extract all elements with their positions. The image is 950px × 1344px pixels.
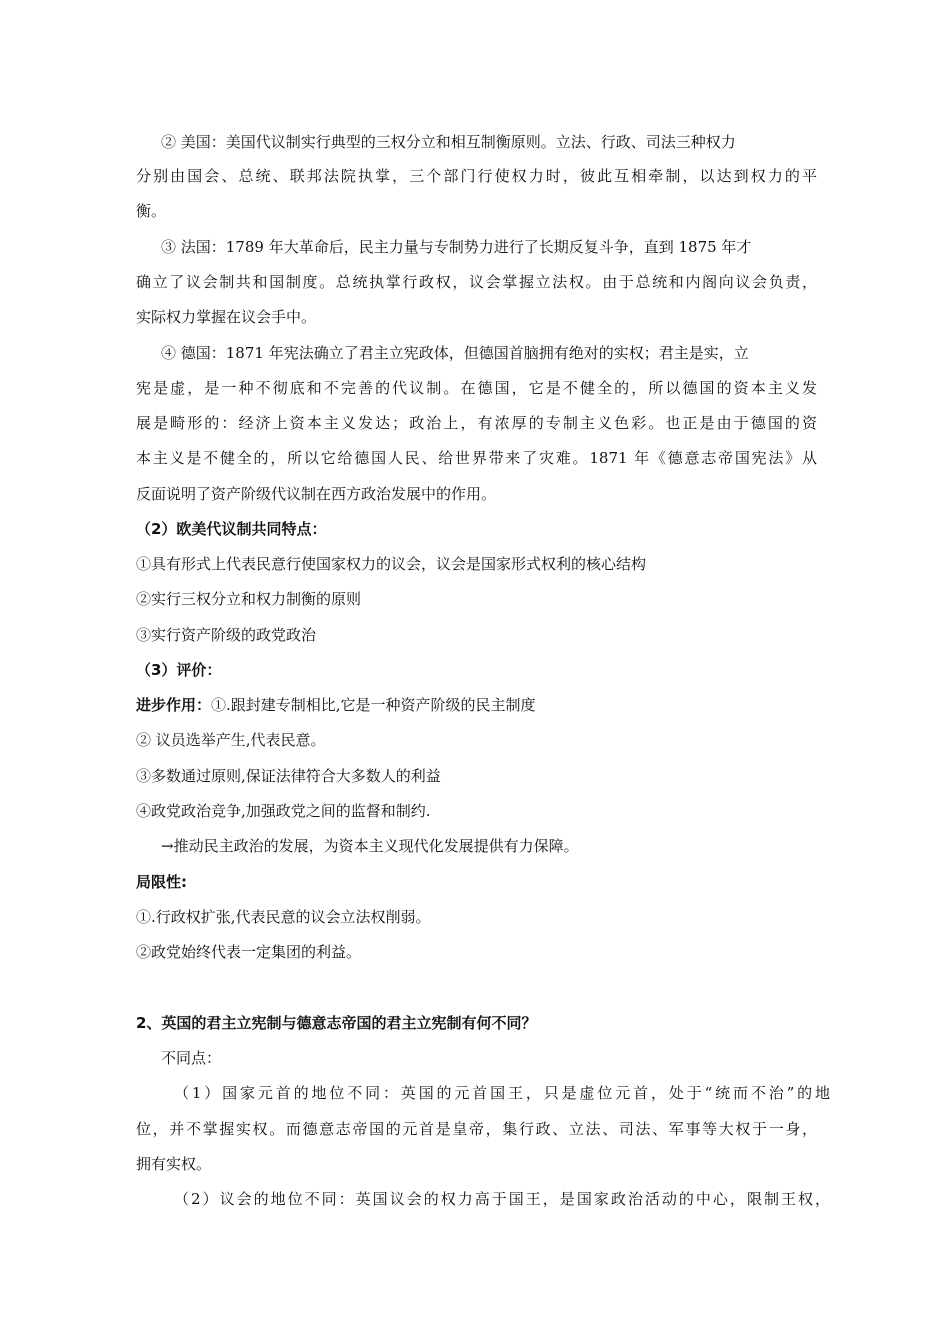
progress-label: 进步作用： bbox=[136, 696, 212, 714]
progress-conclusion: →推动民主政治的发展，为资本主义现代化发展提供有力保障。 bbox=[161, 837, 579, 855]
paragraph-fr-line-1: ③ 法国：1789 年大革命后，民主力量与专制势力进行了长期反复斗争，直到 1875 年才 bbox=[161, 238, 752, 256]
difference-1-line-3: 拥有实权。 bbox=[136, 1155, 212, 1173]
difference-2-line-1: （2）议会的地位不同：英国议会的权力高于国王，是国家政治活动的中心，限制王权， bbox=[174, 1190, 830, 1208]
paragraph-de-line-5: 反面说明了资产阶级代议制在西方政治发展中的作用。 bbox=[136, 485, 497, 503]
heading-evaluation: （3）评价： bbox=[136, 661, 222, 679]
progress-item-3: ③多数通过原则,保证法律符合大多数人的利益 bbox=[136, 767, 441, 785]
common-item-1: ①具有形式上代表民意行使国家权力的议会，议会是国家形式权利的核心结构 bbox=[136, 555, 647, 573]
paragraph-de-line-4: 本主义是不健全的，所以它给德国人民、给世界带来了灾难。1871 年《德意志帝国宪法》从 bbox=[136, 449, 817, 467]
progress-item-4: ④政党政治竞争,加强政党之间的监督和制约. bbox=[136, 802, 431, 820]
paragraph-de-line-3: 展是畸形的：经济上资本主义发达；政治上，有浓厚的专制主义色彩。也正是由于德国的资 bbox=[136, 414, 817, 432]
paragraph-de-line-2: 宪是虚，是一种不彻底和不完善的代议制。在德国，它是不健全的，所以德国的资本主义发 bbox=[136, 379, 817, 397]
limitation-item-2: ②政党始终代表一定集团的利益。 bbox=[136, 943, 362, 961]
question-2-heading: 2、英国的君主立宪制与德意志帝国的君主立宪制有何不同？ bbox=[136, 1014, 537, 1032]
paragraph-de-line-1: ④ 德国：1871 年宪法确立了君主立宪政体，但德国首脑拥有绝对的实权；君主是实，立 bbox=[161, 344, 749, 362]
paragraph-us-line-2: 分别由国会、总统、联邦法院执掌，三个部门行使权力时，彼此互相牵制，以达到权力的平 bbox=[136, 167, 817, 185]
paragraph-fr-line-3: 实际权力掌握在议会手中。 bbox=[136, 308, 317, 326]
progress-line-1 bbox=[136, 695, 536, 715]
common-item-2: ②实行三权分立和权力制衡的原则 bbox=[136, 590, 362, 608]
paragraph-fr-line-2: 确立了议会制共和国制度。总统执掌行政权，议会掌握立法权。由于总统和内阁向议会负责， bbox=[136, 273, 817, 291]
difference-label: 不同点： bbox=[161, 1049, 222, 1067]
limitation-label: 局限性: bbox=[136, 873, 187, 891]
difference-1-line-1: （1）国家元首的地位不同：英国的元首国王，只是虚位元首，处于“统而不治”的地 bbox=[174, 1084, 830, 1102]
progress-item-1: ①.跟封建专制相比,它是一种资产阶级的民主制度 bbox=[211, 696, 536, 714]
common-item-3: ③实行资产阶级的政党政治 bbox=[136, 626, 317, 644]
difference-1-line-2: 位，并不掌握实权。而德意志帝国的元首是皇帝，集行政、立法、司法、军事等大权于一身， bbox=[136, 1120, 817, 1138]
heading-common-features: （2）欧美代议制共同特点： bbox=[136, 520, 327, 538]
paragraph-us-line-1: ② 美国：美国代议制实行典型的三权分立和相互制衡原则。立法、行政、司法三种权力 bbox=[161, 133, 736, 151]
limitation-item-1: ①.行政权扩张,代表民意的议会立法权削弱。 bbox=[136, 908, 431, 926]
progress-item-2: ② 议员选举产生,代表民意。 bbox=[136, 731, 326, 749]
paragraph-us-line-3: 衡。 bbox=[136, 202, 167, 220]
